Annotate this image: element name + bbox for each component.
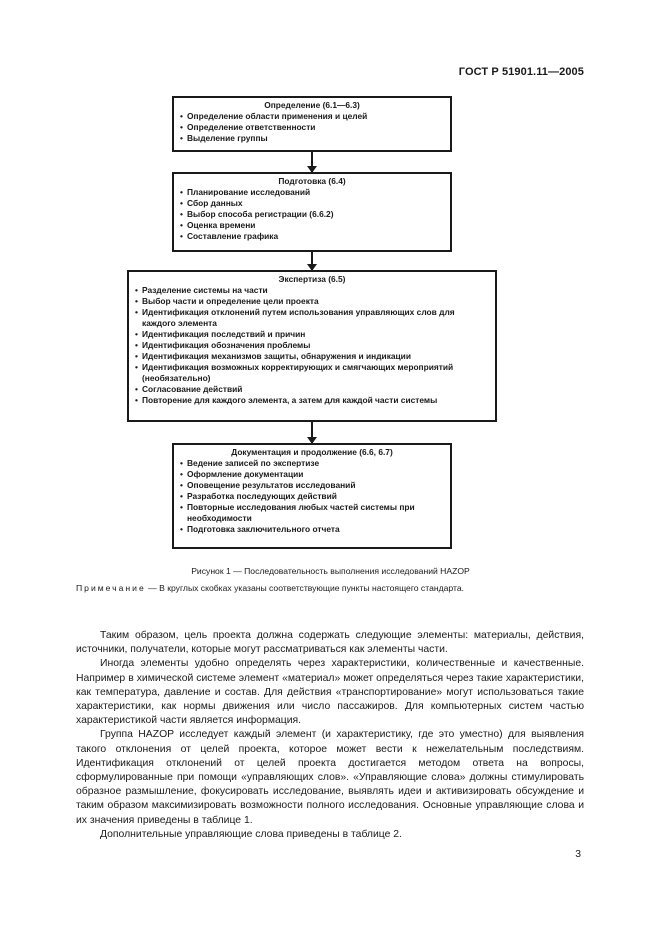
flow-item: • Определение области применения и целей <box>180 111 444 122</box>
flow-item: • Идентификация отклонений путем использования управляющих слов для каждого элемента <box>135 307 489 329</box>
flow-item: • Повторные исследования любых частей системы при необходимости <box>180 502 444 524</box>
flow-arrow-down <box>311 152 313 172</box>
flow-item: • Выбор части и определение цели проекта <box>135 296 489 307</box>
document-code: ГОСТ Р 51901.11—2005 <box>458 66 584 78</box>
flow-box-title: Подготовка (6.4) <box>278 176 346 186</box>
note-label: Примечание <box>76 583 146 593</box>
flow-box-list <box>180 111 444 144</box>
flow-item: • Идентификация механизмов защиты, обнаружения и индикации <box>135 351 489 362</box>
flow-item: • Идентификация возможных корректирующих и смягчающих мероприятий (необязательно) <box>135 362 489 384</box>
page-number: 3 <box>575 849 581 860</box>
flow-box-documentation <box>172 443 452 549</box>
flow-item: • Подготовка заключительного отчета <box>180 524 444 535</box>
flow-item: • Разработка последующих действий <box>180 491 444 502</box>
flow-item: • Согласование действий <box>135 384 489 395</box>
paragraph: Таким образом, цель проекта должна содержать следующие элементы: материалы, действия, источники, получатели, которые могут рассматриваться как элементы части. <box>76 630 584 656</box>
flow-item: • Выделение группы <box>180 133 444 144</box>
flow-box-title: Документация и продолжение (6.6, 6.7) <box>231 447 393 457</box>
paragraph: Дополнительные управляющие слова приведены в таблице 2. <box>100 828 402 840</box>
flow-item: • Идентификация обозначения проблемы <box>135 340 489 351</box>
flow-box-definition <box>172 96 452 152</box>
flow-item: • Идентификация последствий и причин <box>135 329 489 340</box>
flow-box-list <box>135 285 489 406</box>
paragraph: Группа HAZOP исследует каждый элемент (и характеристику, где это уместно) для выявления такого отклонения от целей проекта, которое может вести к нежелательным последствиям. Идентификация отклонений от целей проекта достигается методом ответа на вопросы, сформулированные при помощи «управляющих слов». «Управляющие слова» должны стимулировать образное размышление, фокусировать исследование, выявлять идеи и активизировать обсуждение и таким образом максимизировать возможности полного исследования. Основные управляющие слова и их значения приведены в таблице 1. <box>76 729 584 826</box>
flow-item: • Повторение для каждого элемента, а затем для каждой части системы <box>135 395 489 406</box>
flow-box-title: Определение (6.1—6.3) <box>264 100 360 110</box>
figure-note <box>76 583 464 593</box>
flow-box-list <box>180 187 444 242</box>
figure-caption: Рисунок 1 — Последовательность выполнения исследований HAZOP <box>191 566 470 576</box>
flow-item: • Определение ответственности <box>180 122 444 133</box>
flow-item: • Оценка времени <box>180 220 444 231</box>
body-text <box>76 629 584 842</box>
flow-item: • Выбор способа регистрации (6.6.2) <box>180 209 444 220</box>
flow-arrow-down <box>311 422 313 443</box>
flow-item: • Планирование исследований <box>180 187 444 198</box>
flow-item: • Оформление документации <box>180 469 444 480</box>
flow-item: • Разделение системы на части <box>135 285 489 296</box>
flow-box-preparation <box>172 172 452 252</box>
flow-box-title: Экспертиза (6.5) <box>278 274 346 284</box>
flow-box-examination <box>127 270 497 422</box>
paragraph: Иногда элементы удобно определять через характеристики, количественные и качественные. Например в химической системе элемент «материал» может определяться через такие характеристики, как температура, давление и состав. Для действия «транспортирование» могут использоваться такие характеристики, как нормы движения или число пассажиров. Для компьютерных систем частью характеристикой части является информация. <box>76 658 584 727</box>
flow-box-list <box>180 458 444 535</box>
flow-item: • Оповещение результатов исследований <box>180 480 444 491</box>
flow-item: • Сбор данных <box>180 198 444 209</box>
flow-arrow-down <box>311 252 313 270</box>
flow-item: • Составление графика <box>180 231 444 242</box>
flow-item: • Ведение записей по экспертизе <box>180 458 444 469</box>
note-text: — В круглых скобках указаны соответствующие пункты настоящего стандарта. <box>148 583 464 593</box>
